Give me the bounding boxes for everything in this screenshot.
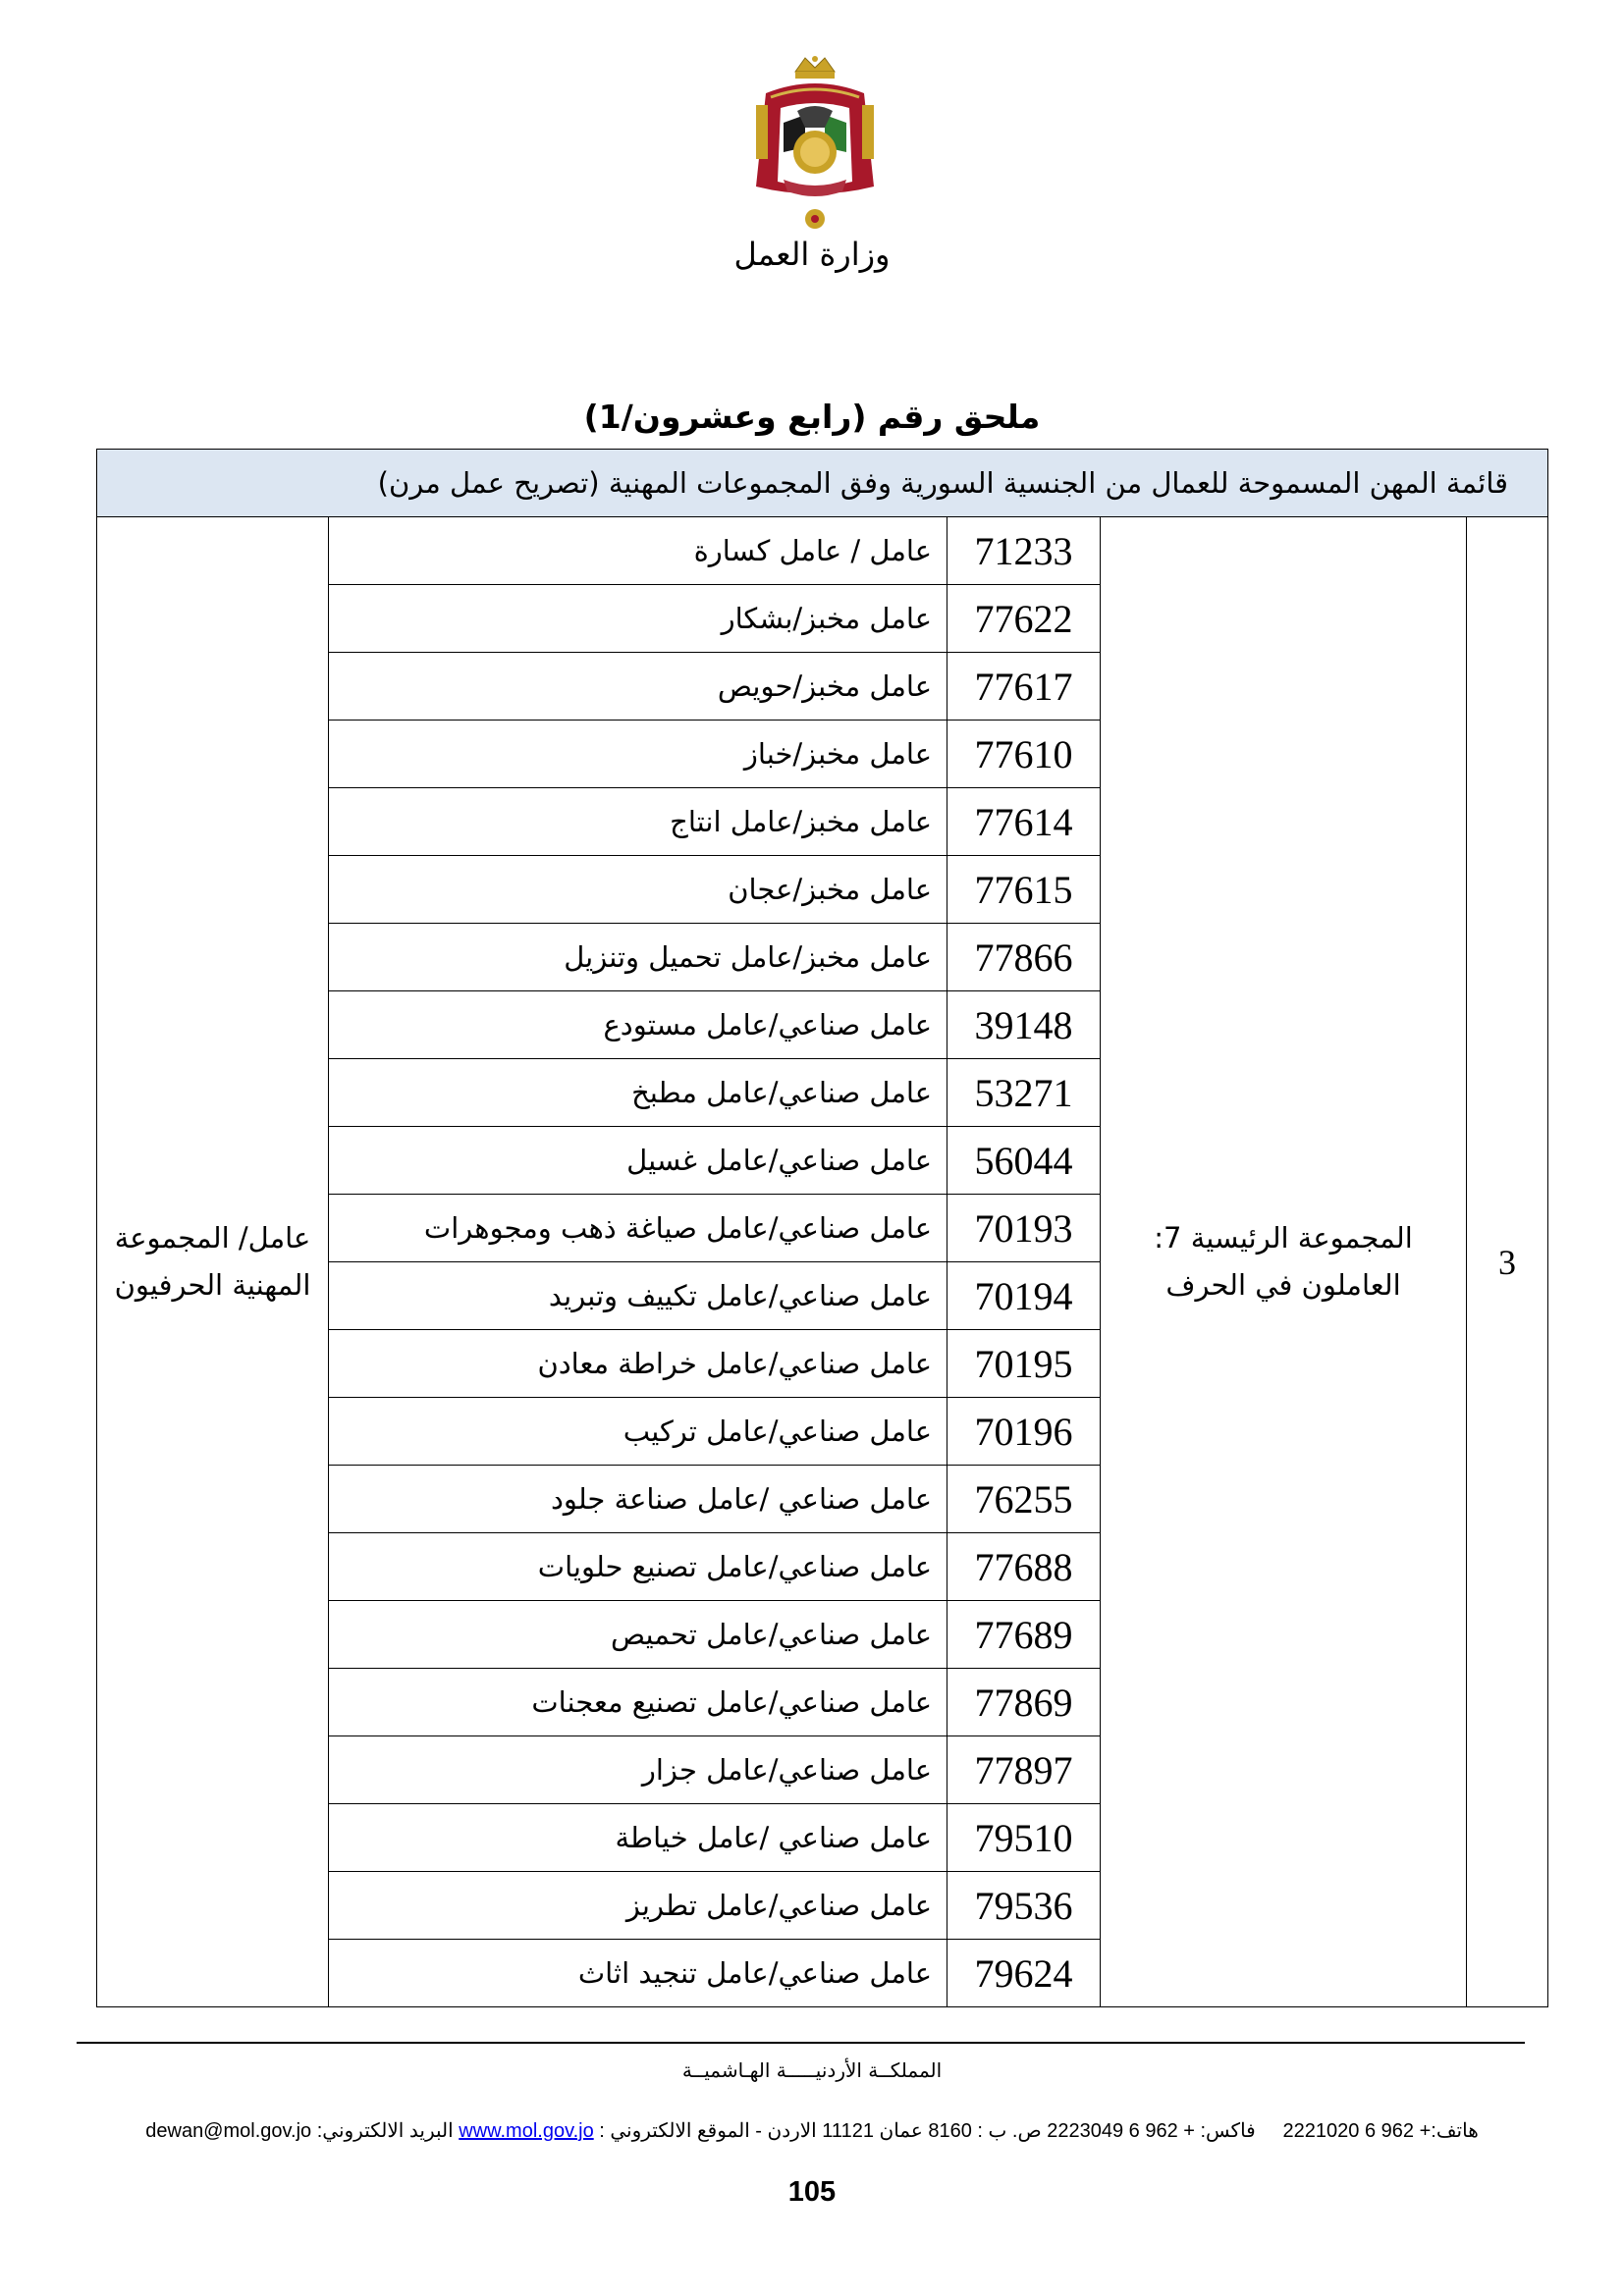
occupation-name: عامل مخبز/عامل انتاج (329, 788, 947, 856)
annex-title: ملحق رقم (رابع وعشرون/1) (583, 398, 1041, 436)
occupations-table (96, 449, 1548, 2007)
occupation-name: عامل صناعي/عامل تنجيد اثاث (329, 1940, 947, 2007)
occupation-code: 53271 (947, 1059, 1101, 1127)
occupation-name: عامل صناعي/عامل تصنيع حلويات (329, 1533, 947, 1601)
occupation-name: عامل صناعي/عامل تحميص (329, 1601, 947, 1669)
occupation-name: عامل مخبز/بشكار (329, 585, 947, 653)
footer-website-link[interactable]: www.mol.gov.jo (459, 2120, 594, 2142)
occupation-code: 56044 (947, 1127, 1101, 1195)
occupation-name: عامل مخبز/خباز (329, 721, 947, 788)
occupation-code: 77617 (947, 653, 1101, 721)
occupation-code: 79510 (947, 1804, 1101, 1872)
occupation-code: 77688 (947, 1533, 1101, 1601)
occupation-code: 77869 (947, 1669, 1101, 1736)
footer-po-box: ص. ب : 8160 عمان 11121 الاردن - الموقع الالكتروني : (599, 2120, 1042, 2142)
occupation-code: 77866 (947, 924, 1101, 991)
occupation-name: عامل صناعي/عامل جزار (329, 1736, 947, 1804)
row-number-cell: 3 (1467, 517, 1548, 2007)
main-group-cell (1101, 517, 1467, 2007)
table-header-row (97, 450, 1548, 517)
page-number: 105 (787, 2176, 837, 2208)
occupation-name: عامل مخبز/حويص (329, 653, 947, 721)
footer-divider (77, 2042, 1525, 2044)
occupation-name: عامل صناعي/عامل تكييف وتبريد (329, 1262, 947, 1330)
occupation-code: 77622 (947, 585, 1101, 653)
occupation-name: عامل صناعي/عامل تصنيع معجنات (329, 1669, 947, 1736)
occupation-name: عامل صناعي/عامل صياغة ذهب ومجوهرات (329, 1195, 947, 1262)
occupation-code: 77615 (947, 856, 1101, 924)
footer-phone: هاتف:+ 962 6 2221020 (1282, 2120, 1479, 2142)
ministry-name: وزارة العمل (733, 236, 891, 273)
worker-group-cell (97, 517, 329, 2007)
footer-email[interactable]: dewan@mol.gov.jo (145, 2120, 312, 2142)
worker-group-line2: المهنية الحرفيون (114, 1267, 311, 1302)
occupation-name: عامل صناعي/عامل خراطة معادن (329, 1330, 947, 1398)
occupation-code: 77610 (947, 721, 1101, 788)
footer-fax: فاكس: + 962 6 2223049 (1047, 2120, 1256, 2142)
occupation-code: 79536 (947, 1872, 1101, 1940)
coat-of-arms-emblem (727, 54, 903, 240)
occupation-name: عامل صناعي /عامل صناعة جلود (329, 1466, 947, 1533)
occupation-name: عامل صناعي/عامل تطريز (329, 1872, 947, 1940)
occupation-code: 39148 (947, 991, 1101, 1059)
occupation-name: عامل / عامل كسارة (329, 517, 947, 585)
occupation-code: 70193 (947, 1195, 1101, 1262)
occupation-code: 70195 (947, 1330, 1101, 1398)
occupation-code: 77614 (947, 788, 1101, 856)
occupation-name: عامل صناعي/عامل تركيب (329, 1398, 947, 1466)
occupation-code: 70194 (947, 1262, 1101, 1330)
occupation-code: 71233 (947, 517, 1101, 585)
main-group-line2: العاملون في الحرف (1165, 1267, 1401, 1302)
occupation-name: عامل صناعي/عامل مطبخ (329, 1059, 947, 1127)
footer-country: المملكــة الأردنيـــــة الهـاشميــة (681, 2058, 943, 2082)
occupation-name: عامل صناعي/عامل غسيل (329, 1127, 947, 1195)
occupation-code: 79624 (947, 1940, 1101, 2007)
occupation-name: عامل صناعي/عامل مستودع (329, 991, 947, 1059)
occupation-code: 77897 (947, 1736, 1101, 1804)
table-row (97, 517, 1548, 585)
occupation-code: 76255 (947, 1466, 1101, 1533)
occupation-name: عامل صناعي /عامل خياطة (329, 1804, 947, 1872)
footer-contact (0, 2118, 1624, 2143)
worker-group-line1: عامل/ المجموعة (114, 1220, 311, 1255)
occupation-code: 70196 (947, 1398, 1101, 1466)
main-group-line1: المجموعة الرئيسية 7: (1154, 1220, 1413, 1255)
footer-email-label: البريد الالكتروني: (316, 2120, 454, 2142)
occupation-name: عامل مخبز/عجان (329, 856, 947, 924)
occupation-name: عامل مخبز/عامل تحميل وتنزيل (329, 924, 947, 991)
occupation-code: 77689 (947, 1601, 1101, 1669)
table-title: قائمة المهن المسموحة للعمال من الجنسية السورية وفق المجموعات المهنية (تصريح عمل مرن) (97, 450, 1548, 517)
